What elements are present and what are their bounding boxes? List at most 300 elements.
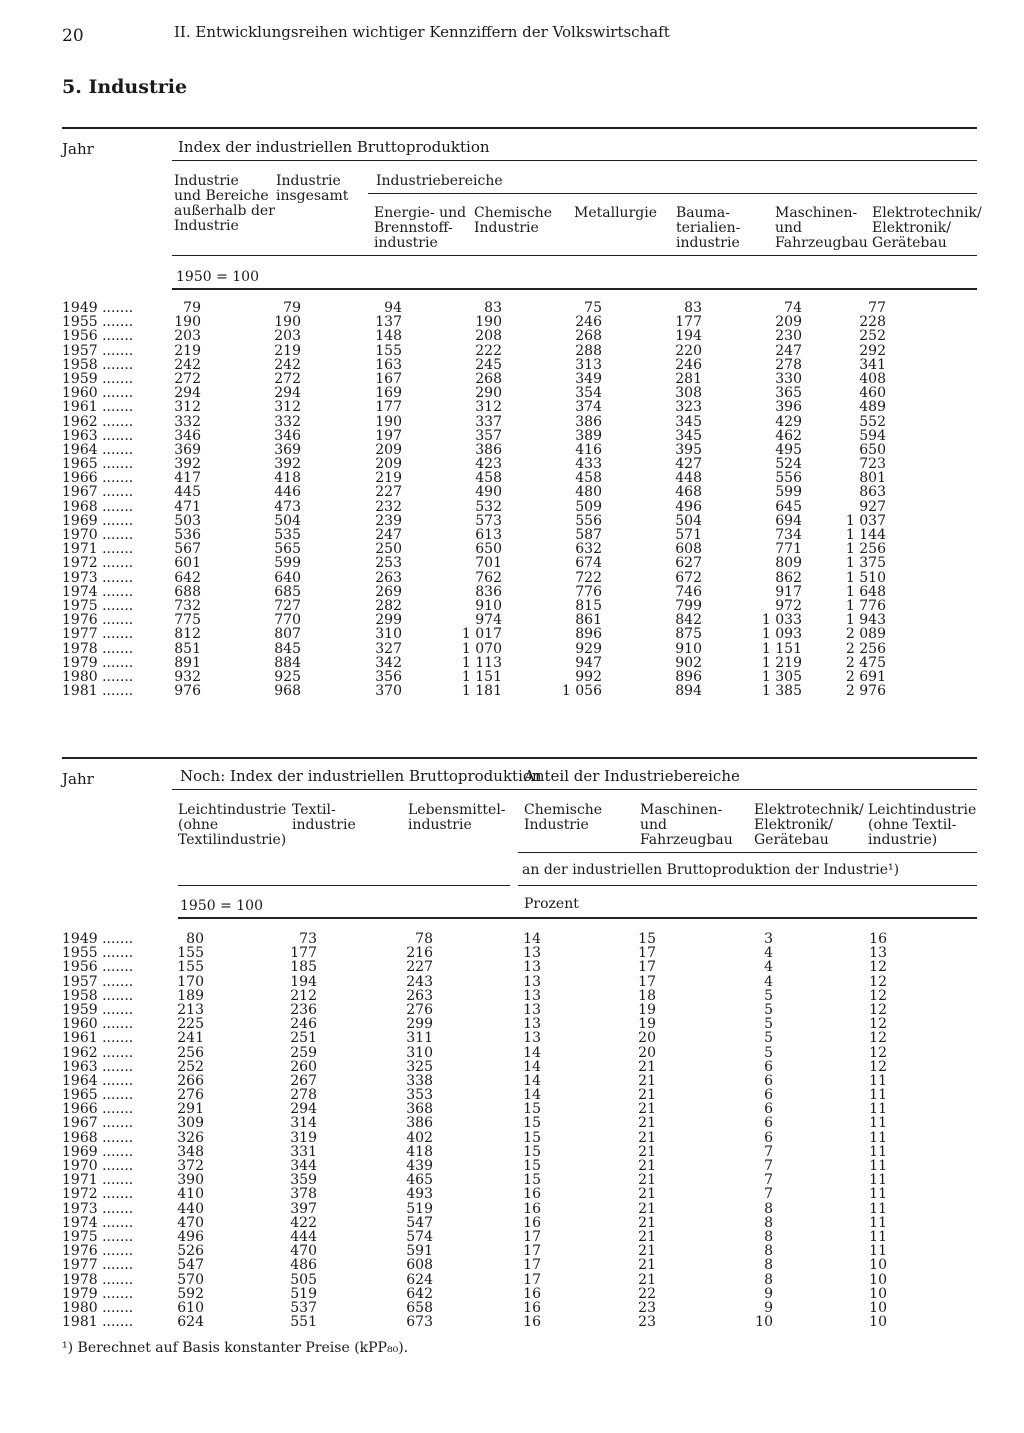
table1-value-cell: 701 [475,555,502,572]
table2-value-cell: 17 [523,1257,541,1274]
table1-data-column-4 [440,301,502,698]
table2-value-cell: 10 [869,1257,887,1274]
table1-value-cell: 1 093 [761,626,802,643]
table1-value-cell: 290 [475,385,502,402]
table2-value-cell: 673 [406,1314,433,1331]
page-number: 20 [62,26,84,46]
table1-data-column-8 [830,301,886,698]
table1-value-cell: 219 [375,470,402,487]
table2-value-cell: 194 [290,973,317,990]
table2-col-header-3: Lebensmittel- industrie [408,802,506,833]
table2-value-cell: 386 [406,1115,433,1132]
table1-value-cell: 446 [274,484,301,501]
table2-col-header-4: Chemische Industrie [524,802,603,833]
table1-value-cell: 312 [274,399,301,416]
table2-value-cell: 311 [406,1030,433,1047]
table2-value-cell: 496 [177,1228,204,1245]
table2-value-cell: 331 [290,1143,317,1160]
table2-value-cell: 16 [523,1314,541,1331]
table1-value-cell: 875 [675,626,702,643]
table1-value-cell: 480 [575,484,602,501]
table1-value-cell: 462 [775,427,802,444]
table1-year-cell: 1973 ....... [62,569,134,586]
table1-value-cell: 312 [475,399,502,416]
table1-value-cell: 932 [174,668,201,685]
table2-year-cell: 1977 ....... [62,1257,134,1274]
table2-value-cell: 14 [523,931,541,947]
table1-value-cell: 246 [575,314,602,331]
table2-value-cell: 16 [869,931,887,947]
table1-value-cell: 137 [375,314,402,331]
table1-value-cell: 460 [859,385,886,402]
table1-value-cell: 927 [859,498,886,515]
table2-year-cell: 1960 ....... [62,1016,134,1033]
table1-year-cell: 1979 ....... [62,654,134,671]
table1-value-cell: 418 [274,470,301,487]
table1-value-cell: 332 [174,413,201,430]
table2-value-cell: 10 [869,1299,887,1316]
table1-year-cell: 1958 ....... [62,356,134,373]
table2-year-cell: 1959 ....... [62,1001,134,1018]
table2-year-column [62,932,133,1329]
table2-year-cell: 1963 ....... [62,1058,134,1075]
table2-value-cell: 11 [869,1214,887,1231]
table1-value-cell: 587 [575,527,602,543]
table2-value-cell: 422 [290,1214,317,1231]
table1-value-cell: 812 [174,626,201,643]
table1-value-cell: 902 [675,654,702,671]
table1-year-cell: 1977 ....... [62,626,134,643]
table2-value-cell: 7 [764,1158,773,1174]
table2-value-cell: 15 [523,1115,541,1132]
table1-year-cell: 1956 ....... [62,328,134,345]
table1-year-cell: 1976 ....... [62,612,134,629]
table2-value-cell: 11 [869,1115,887,1132]
table2-value-cell: 11 [869,1200,887,1217]
table1-value-cell: 396 [775,399,802,416]
table1-year-cell: 1961 ....... [62,399,134,416]
table2-value-cell: 6 [764,1072,773,1089]
table2-value-cell: 8 [764,1257,773,1274]
table2-group-rule [172,789,977,790]
table1-value-cell: 746 [675,583,702,600]
table1-value-cell: 613 [475,527,502,543]
table2-value-cell: 5 [764,1016,773,1033]
table2-col-header-2: Textil- industrie [292,802,356,833]
table2-value-cell: 378 [290,1186,317,1203]
table1-value-cell: 370 [375,683,402,700]
table2-value-cell: 21 [638,1072,656,1089]
table2-value-cell: 170 [177,973,204,990]
table1-value-cell: 148 [375,328,402,345]
table2-value-cell: 21 [638,1257,656,1274]
table2-value-cell: 465 [406,1172,433,1189]
table1-value-cell: 253 [375,555,402,572]
table2-year-cell: 1956 ....... [62,959,134,976]
table1-body-rule [172,288,977,290]
table1-col-header-3: Energie- und Brennstoff- industrie [374,205,467,251]
table1-value-cell: 489 [859,399,886,416]
table1-value-cell: 722 [575,569,602,586]
table2-value-cell: 344 [290,1158,317,1174]
table1-value-cell: 1 151 [761,640,802,657]
table1-data-column-3 [342,301,402,698]
table2-value-cell: 17 [523,1271,541,1288]
table2-value-cell: 314 [290,1115,317,1132]
table1-value-cell: 312 [174,399,201,416]
table2-value-cell: 19 [638,1001,656,1018]
table1-value-cell: 346 [274,427,301,444]
table1-value-cell: 416 [575,441,602,458]
table2-col-header-7: Leichtindustrie (ohne Textil- industrie) [868,802,977,848]
table2-value-cell: 155 [177,959,204,976]
table2-value-cell: 592 [177,1285,204,1302]
table2-year-cell: 1970 ....... [62,1158,134,1174]
table1-data-column-2 [240,301,301,698]
table1-value-cell: 308 [675,385,702,402]
table1-value-cell: 433 [575,456,602,473]
table2-value-cell: 4 [764,945,773,962]
table2-share-unit-rule [518,885,977,886]
table1-value-cell: 272 [174,370,201,387]
table2-year-cell: 1968 ....... [62,1129,134,1146]
table2-value-cell: 21 [638,1214,656,1231]
table2-value-cell: 15 [523,1158,541,1174]
table1-value-cell: 83 [684,300,702,316]
table2-value-cell: 326 [177,1129,204,1146]
table1-value-cell: 177 [675,314,702,331]
table2-year-cell: 1980 ....... [62,1299,134,1316]
table2-value-cell: 6 [764,1115,773,1132]
table2-value-cell: 21 [638,1143,656,1160]
table1-col-header-2: Industrie insgesamt [276,173,349,204]
table1-value-cell: 323 [675,399,702,416]
table2-value-cell: 11 [869,1228,887,1245]
table2-value-cell: 5 [764,1044,773,1061]
table1-value-cell: 650 [859,441,886,458]
table1-value-cell: 896 [575,626,602,643]
table1-value-cell: 1 305 [761,668,802,685]
table1-value-cell: 242 [274,356,301,373]
table2-group-title: Noch: Index der industriellen Bruttoproduktion [180,767,542,785]
table2-value-cell: 177 [290,945,317,962]
table2-value-cell: 537 [290,1299,317,1316]
table2-value-cell: 12 [869,1016,887,1033]
table1-value-cell: 1 070 [461,640,502,657]
table1-value-cell: 313 [575,356,602,373]
table2-value-cell: 21 [638,1158,656,1174]
table2-value-cell: 658 [406,1299,433,1316]
table1-value-cell: 532 [475,498,502,515]
table2-value-cell: 294 [290,1101,317,1118]
table1-value-cell: 167 [375,370,402,387]
table1-year-cell: 1969 ....... [62,512,134,529]
table2-value-cell: 252 [177,1058,204,1075]
table2-value-cell: 259 [290,1044,317,1061]
table1-value-cell: 503 [174,512,201,529]
table2-value-cell: 263 [406,987,433,1004]
table1-value-cell: 1 151 [461,668,502,685]
table2-year-cell: 1964 ....... [62,1072,134,1089]
table1-value-cell: 357 [475,427,502,444]
table1-value-cell: 247 [775,342,802,359]
table2-value-cell: 3 [764,931,773,947]
table2-value-cell: 17 [523,1243,541,1260]
table2-value-cell: 21 [638,1271,656,1288]
table2-value-cell: 372 [177,1158,204,1174]
table2-value-cell: 353 [406,1087,433,1104]
table2-body-rule [178,917,977,919]
table2-year-cell: 1975 ....... [62,1228,134,1245]
table1-value-cell: 330 [775,370,802,387]
table1-value-cell: 917 [775,583,802,600]
table1-value-cell: 976 [174,683,201,700]
table2-value-cell: 21 [638,1172,656,1189]
table1-value-cell: 278 [775,356,802,373]
table1-value-cell: 674 [575,555,602,572]
table1-value-cell: 2 256 [845,640,886,657]
table1-value-cell: 495 [775,441,802,458]
table1-value-cell: 294 [274,385,301,402]
table2-value-cell: 13 [523,1030,541,1047]
table1-value-cell: 650 [475,541,502,558]
table2-value-cell: 21 [638,1186,656,1203]
table1-year-cell: 1966 ....... [62,470,134,487]
table1-year-cell: 1960 ....... [62,385,134,402]
table1-value-cell: 155 [375,342,402,359]
table2-col-header-1: Leichtindustrie (ohne Textilindustrie) [178,802,287,848]
table1-value-cell: 1 219 [761,654,802,671]
table1-value-cell: 972 [775,597,802,614]
table2-value-cell: 551 [290,1314,317,1331]
table2-data-column-4 [500,932,541,1329]
table2-value-cell: 13 [523,959,541,976]
table2-value-cell: 439 [406,1158,433,1174]
table1-year-cell: 1963 ....... [62,427,134,444]
table1-year-cell: 1981 ....... [62,683,134,700]
table2-data-column-5 [610,932,656,1329]
table2-value-cell: 319 [290,1129,317,1146]
table2-value-cell: 246 [290,1016,317,1033]
table1-value-cell: 809 [775,555,802,572]
table2-value-cell: 15 [523,1129,541,1146]
table2-value-cell: 225 [177,1016,204,1033]
table2-year-cell: 1966 ....... [62,1101,134,1118]
table2-value-cell: 16 [523,1285,541,1302]
table1-year-cell: 1974 ....... [62,583,134,600]
table1-value-cell: 1 017 [461,626,502,643]
table1-value-cell: 219 [274,342,301,359]
table2-year-cell: 1962 ....... [62,1044,134,1061]
table2-value-cell: 11 [869,1129,887,1146]
table1-value-cell: 345 [675,413,702,430]
table2-value-cell: 78 [415,931,433,947]
table1-value-cell: 1 181 [461,683,502,700]
table1-value-cell: 862 [775,569,802,586]
table2-value-cell: 574 [406,1228,433,1245]
table1-value-cell: 194 [675,328,702,345]
table1-value-cell: 776 [575,583,602,600]
table2-value-cell: 216 [406,945,433,962]
table1-value-cell: 220 [675,342,702,359]
table1-value-cell: 688 [174,583,201,600]
table1-value-cell: 386 [575,413,602,430]
table2-value-cell: 12 [869,1001,887,1018]
table1-value-cell: 190 [475,314,502,331]
table1-value-cell: 292 [859,342,886,359]
table1-year-cell: 1975 ....... [62,597,134,614]
table1-value-cell: 190 [274,314,301,331]
table2-value-cell: 12 [869,987,887,1004]
table1-value-cell: 427 [675,456,702,473]
table1-value-cell: 75 [584,300,602,316]
table1-year-cell: 1949 ....... [62,300,134,316]
table2-value-cell: 348 [177,1143,204,1160]
table2-value-cell: 15 [523,1143,541,1160]
table1-value-cell: 685 [274,583,301,600]
table1-value-cell: 910 [675,640,702,657]
table1-year-cell: 1967 ....... [62,484,134,501]
table1-value-cell: 556 [775,470,802,487]
table2-value-cell: 505 [290,1271,317,1288]
table2-col-header-6: Elektrotechnik/ Elektronik/ Gerätebau [754,802,864,848]
table2-value-cell: 212 [290,987,317,1004]
table2-value-cell: 21 [638,1243,656,1260]
table1-value-cell: 2 089 [845,626,886,643]
table2-unit-share: Prozent [524,896,579,912]
table1-value-cell: 458 [575,470,602,487]
table1-value-cell: 807 [274,626,301,643]
table1-year-cell: 1955 ....... [62,314,134,331]
table1-value-cell: 222 [475,342,502,359]
table1-year-cell: 1964 ....... [62,441,134,458]
table2-value-cell: 4 [764,959,773,976]
table1-value-cell: 632 [575,541,602,558]
table1-value-cell: 203 [274,328,301,345]
table2-top-rule [62,757,977,759]
table2-share-title: Anteil der Industriebereiche [524,767,740,785]
table1-value-cell: 1 375 [845,555,886,572]
table2-value-cell: 18 [638,987,656,1004]
table1-year-cell: 1962 ....... [62,413,134,430]
table1-value-cell: 327 [375,640,402,657]
table2-value-cell: 11 [869,1186,887,1203]
table2-value-cell: 13 [523,973,541,990]
table2-value-cell: 17 [523,1228,541,1245]
section-title: 5. Industrie [62,76,188,98]
table2-value-cell: 15 [638,931,656,947]
table1-value-cell: 573 [475,512,502,529]
table1-value-cell: 627 [675,555,702,572]
table2-value-cell: 5 [764,987,773,1004]
table2-year-cell: 1974 ....... [62,1214,134,1231]
table2-value-cell: 440 [177,1200,204,1217]
table1-data-column-1 [140,301,201,698]
table1-value-cell: 1 510 [845,569,886,586]
table1-value-cell: 445 [174,484,201,501]
table2-value-cell: 80 [186,931,204,947]
table2-value-cell: 21 [638,1200,656,1217]
table1-value-cell: 354 [575,385,602,402]
table1-unit-label: 1950 = 100 [176,269,259,285]
table1-value-cell: 861 [575,612,602,629]
table1-value-cell: 594 [859,427,886,444]
table2-value-cell: 9 [764,1299,773,1316]
table1-value-cell: 1 033 [761,612,802,629]
table2-year-cell: 1967 ....... [62,1115,134,1132]
table2-value-cell: 8 [764,1200,773,1217]
table1-value-cell: 79 [283,300,301,316]
table2-value-cell: 14 [523,1087,541,1104]
table2-value-cell: 12 [869,1030,887,1047]
table2-value-cell: 470 [177,1214,204,1231]
table1-col-header-6: Bauma- terialien- industrie [676,205,741,251]
table2-share-subtitle: an der industriellen Bruttoproduktion der Industrie¹) [522,862,900,878]
table2-value-cell: 11 [869,1143,887,1160]
table1-subgroup-rule [368,193,977,194]
table2-value-cell: 276 [406,1001,433,1018]
table1-value-cell: 567 [174,541,201,558]
table2-year-cell: 1973 ....... [62,1200,134,1217]
table1-value-cell: 246 [675,356,702,373]
table2-year-cell: 1957 ....... [62,973,134,990]
table2-value-cell: 8 [764,1214,773,1231]
table2-value-cell: 21 [638,1115,656,1132]
table2-value-cell: 20 [638,1030,656,1047]
table1-value-cell: 536 [174,527,201,543]
table1-value-cell: 83 [484,300,502,316]
table1-value-cell: 642 [174,569,201,586]
table1-value-cell: 365 [775,385,802,402]
table1-value-cell: 219 [174,342,201,359]
table1-value-cell: 799 [675,597,702,614]
table1-value-cell: 524 [775,456,802,473]
table2-value-cell: 12 [869,1058,887,1075]
table1-year-cell: 1957 ....... [62,342,134,359]
table2-value-cell: 310 [406,1044,433,1061]
table1-value-cell: 341 [859,356,886,373]
table1-year-cell: 1972 ....... [62,555,134,572]
table2-value-cell: 325 [406,1058,433,1075]
table1-value-cell: 535 [274,527,301,543]
table2-value-cell: 185 [290,959,317,976]
table2-value-cell: 624 [177,1314,204,1331]
table2-data-column-3 [380,932,433,1329]
table1-value-cell: 1 648 [845,583,886,600]
table1-col-header-4: Chemische Industrie [474,205,553,236]
table2-value-cell: 243 [406,973,433,990]
table1-value-cell: 910 [475,597,502,614]
table2-year-cell: 1976 ....... [62,1243,134,1260]
table1-value-cell: 392 [274,456,301,473]
table1-value-cell: 268 [575,328,602,345]
table2-value-cell: 251 [290,1030,317,1047]
table1-value-cell: 392 [174,456,201,473]
table1-value-cell: 448 [675,470,702,487]
table2-unit-index: 1950 = 100 [180,898,263,914]
table2-value-cell: 17 [638,973,656,990]
table2-col-header-5: Maschinen- und Fahrzeugbau [640,802,733,848]
table1-value-cell: 2 475 [845,654,886,671]
table1-value-cell: 342 [375,654,402,671]
table1-value-cell: 458 [475,470,502,487]
table2-value-cell: 16 [523,1299,541,1316]
table2-value-cell: 11 [869,1072,887,1089]
table2-value-cell: 267 [290,1072,317,1089]
table1-value-cell: 471 [174,498,201,515]
table2-value-cell: 493 [406,1186,433,1203]
table1-value-cell: 884 [274,654,301,671]
